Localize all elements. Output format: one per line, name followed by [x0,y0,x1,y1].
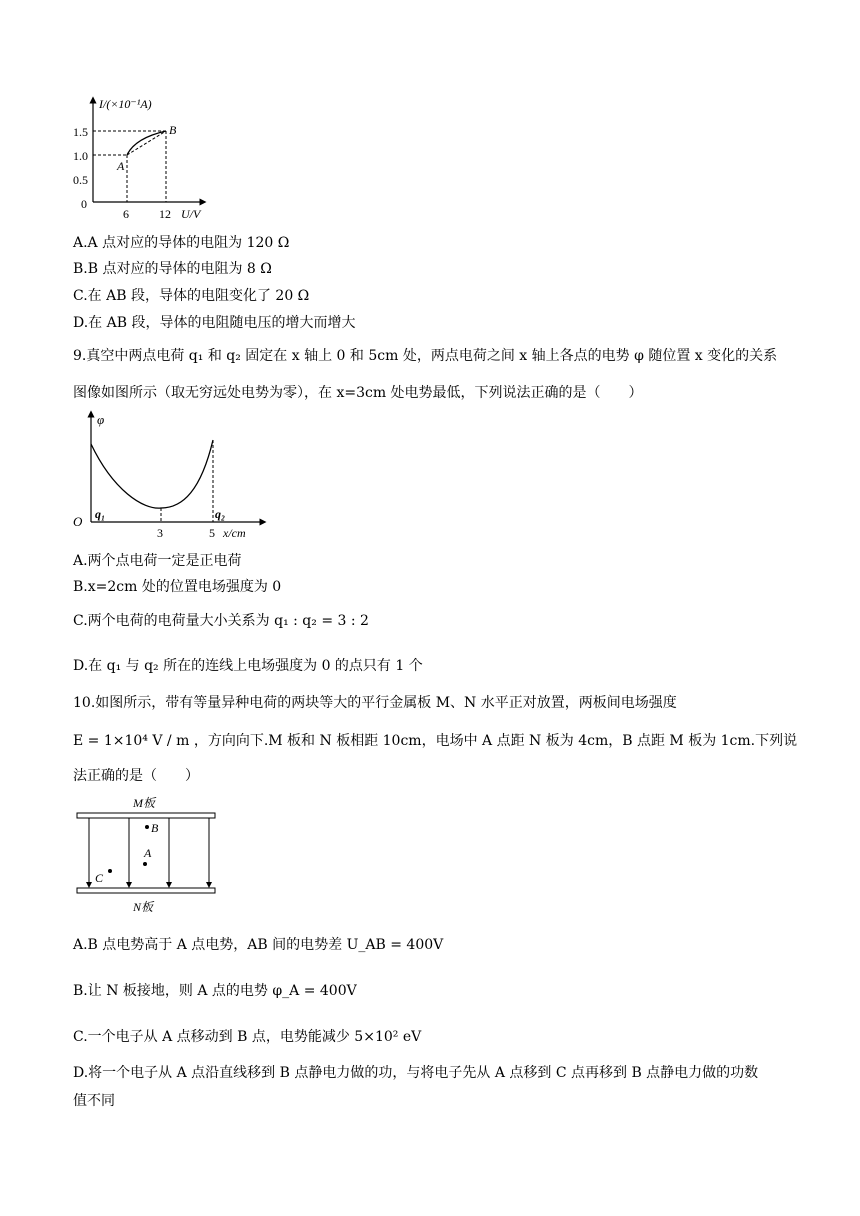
x-axis-label: x/cm [223,526,246,540]
origin-label: O [73,514,83,529]
q8-option-d: D.在 AB 段，导体的电阻随电压的增大而增大 [73,315,356,331]
point-a-label: A [117,159,125,173]
point-c-label: C [95,871,104,885]
y-tick-1-0: 1.0 [73,149,88,163]
y-tick-0-5: 0.5 [73,173,88,187]
q8-option-a: A.A 点对应的导体的电阻为 120 Ω [73,235,290,251]
chord-ab [127,131,166,155]
potential-graph-figure [73,410,273,542]
q10-stem-line2: E = 1×10⁴ V / m ，方向向下.M 板和 N 板相距 10cm，电场中 A 点距 N 板为 4cm，B 点距 M 板为 1cm.下列说 [73,733,798,749]
top-plate-label: M板 [133,796,155,810]
x-tick-5: 5 [209,526,215,540]
y-axis-label: I/(×10⁻¹A) [99,97,152,111]
q10-option-b: B.让 N 板接地，则 A 点的电势 φ_A = 400V [73,983,357,999]
q10-option-d: D.将一个电子从 A 点沿直线移到 B 点静电力做的功，与将电子先从 A 点移到 C 点再移到 B 点静电力做的功数 [73,1065,759,1081]
iu-graph-figure [73,94,223,222]
q9-stem-line2: 图像如图所示（取无穷远处电势为零），在 x=3cm 处电势最低，下列说法正确的是（ ） [73,385,643,401]
point-b [145,825,149,829]
q2-label: q₂ [215,507,226,521]
q9-option-b: B.x=2cm 处的位置电场强度为 0 [73,579,282,595]
q10-stem-line1: 10.如图所示，带有等量异种电荷的两块等大的平行金属板 M、N 水平正对放置，两板间电场强度 [73,695,677,711]
point-c [108,869,112,873]
y-tick-1-5: 1.5 [73,125,88,139]
q10-option-d-continued: 值不同 [73,1093,115,1109]
q8-option-c: C.在 AB 段，导体的电阻变化了 20 Ω [73,288,310,304]
point-a [143,862,147,866]
q9-option-a: A.两个点电荷一定是正电荷 [73,553,242,569]
point-b-label: B [151,821,159,835]
q8-option-b: B.B 点对应的导体的电阻为 8 Ω [73,261,272,277]
phi-axis-label: φ [97,412,105,427]
q10-option-a: A.B 点电势高于 A 点电势，AB 间的电势差 U_AB = 400V [73,937,444,953]
q9-option-d: D.在 q₁ 与 q₂ 所在的连线上电场强度为 0 的点只有 1 个 [73,658,423,674]
q1-label: q₁ [95,507,106,521]
q9-option-c: C.两个电荷的电荷量大小关系为 q₁ : q₂ = 3 : 2 [73,613,369,629]
potential-curve [91,440,213,508]
y-tick-0: 0 [81,197,87,211]
q9-stem-line1: 9.真空中两点电荷 q₁ 和 q₂ 固定在 x 轴上 0 和 5cm 处，两点电荷之间 x 轴上各点的电势 φ 随位置 x 变化的关系 [73,348,778,364]
bottom-plate-label: N板 [133,900,154,914]
x-tick-12: 12 [159,207,171,221]
x-tick-3: 3 [157,526,163,540]
point-a-label: A [144,846,152,860]
parallel-plates-figure [73,795,223,920]
x-axis-label: U/V [181,207,201,221]
point-b-label: B [169,123,177,137]
m-plate [77,813,215,818]
n-plate [77,888,215,893]
q10-option-c: C.一个电子从 A 点移动到 B 点，电势能减少 5×10² eV [73,1029,422,1045]
x-tick-6: 6 [123,207,129,221]
q10-stem-line3: 法正确的是（ ） [73,768,199,784]
